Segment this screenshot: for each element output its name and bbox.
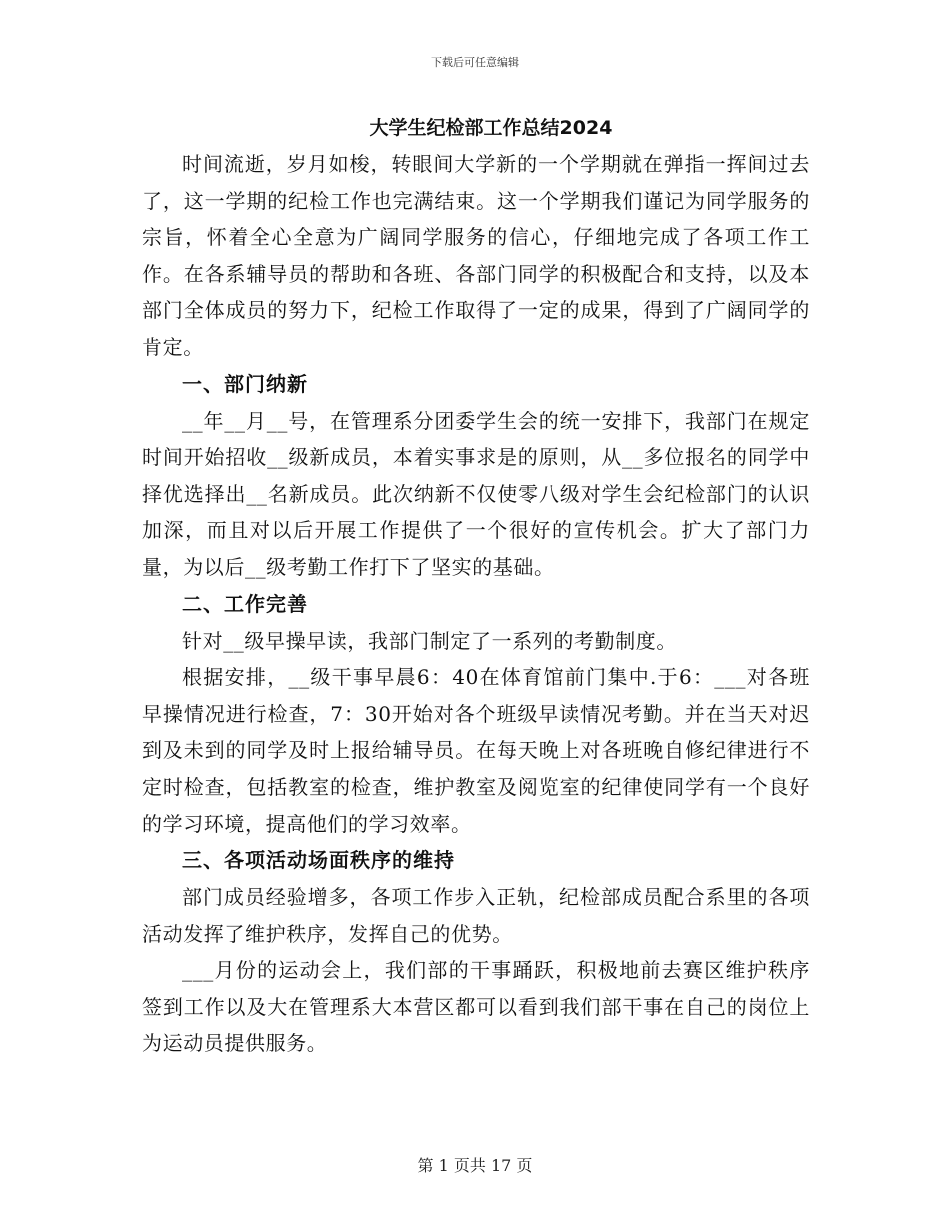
section-paragraph: 部门成员经验增多，各项工作步入正轨，纪检部成员配合系里的各项活动发挥了维护秩序，发挥自己的优势。	[142, 885, 810, 946]
section-paragraph: 针对__级早操早读，我部门制定了一系列的考勤制度。	[182, 628, 677, 653]
section-paragraph: ___月份的运动会上，我们部的干事踊跃，积极地前去赛区维护秩序签到工作以及大在管理系大本营区都可以看到我们部干事在自己的岗位上为运动员提供服务。	[142, 958, 810, 1056]
header-note: 下载后可任意编辑	[431, 56, 519, 69]
section-heading: 三、各项活动场面秩序的维持	[182, 848, 455, 873]
page-number: 第 1 页共 17 页	[417, 1156, 533, 1175]
document-title: 大学生纪检部工作总结2024	[369, 117, 613, 139]
section-heading: 一、部门纳新	[182, 371, 308, 396]
section-paragraph: __年__月__号，在管理系分团委学生会的统一安排下，我部门在规定时间开始招收__级新成员，本着实事求是的原则，从__多位报名的同学中择优选择出__名新成员。此次纳新不仅使零八级对学生会纪检部门的认识加深，而且对以后开展工作提供了一个很好的宣传机会。扩大了部门力量，为以后__级考勤工作打下了坚实的基础。	[142, 408, 810, 579]
document-body	[142, 110, 810, 1062]
section-heading: 二、工作完善	[182, 591, 308, 616]
section-paragraph: 根据安排，__级干事早晨6：40在体育馆前门集中.于6：___对各班早操情况进行检查，7：30开始对各个班级早读情况考勤。并在当天对迟到及未到的同学及时上报给辅导员。在每天晚上对各班晚自修纪律进行不定时检查，包括教室的检查，维护教室及阅览室的纪律使同学有一个良好的学习环境，提高他们的学习效率。	[142, 665, 810, 836]
intro-paragraph: 时间流逝，岁月如梭，转眼间大学新的一个学期就在弹指一挥间过去了，这一学期的纪检工作也完满结束。这一个学期我们谨记为同学服务的宗旨，怀着全心全意为广阔同学服务的信心，仔细地完成了各项工作工作。在各系辅导员的帮助和各班、各部门同学的积极配合和支持，以及本部门全体成员的努力下，纪检工作取得了一定的成果，得到了广阔同学的肯定。	[142, 152, 810, 359]
